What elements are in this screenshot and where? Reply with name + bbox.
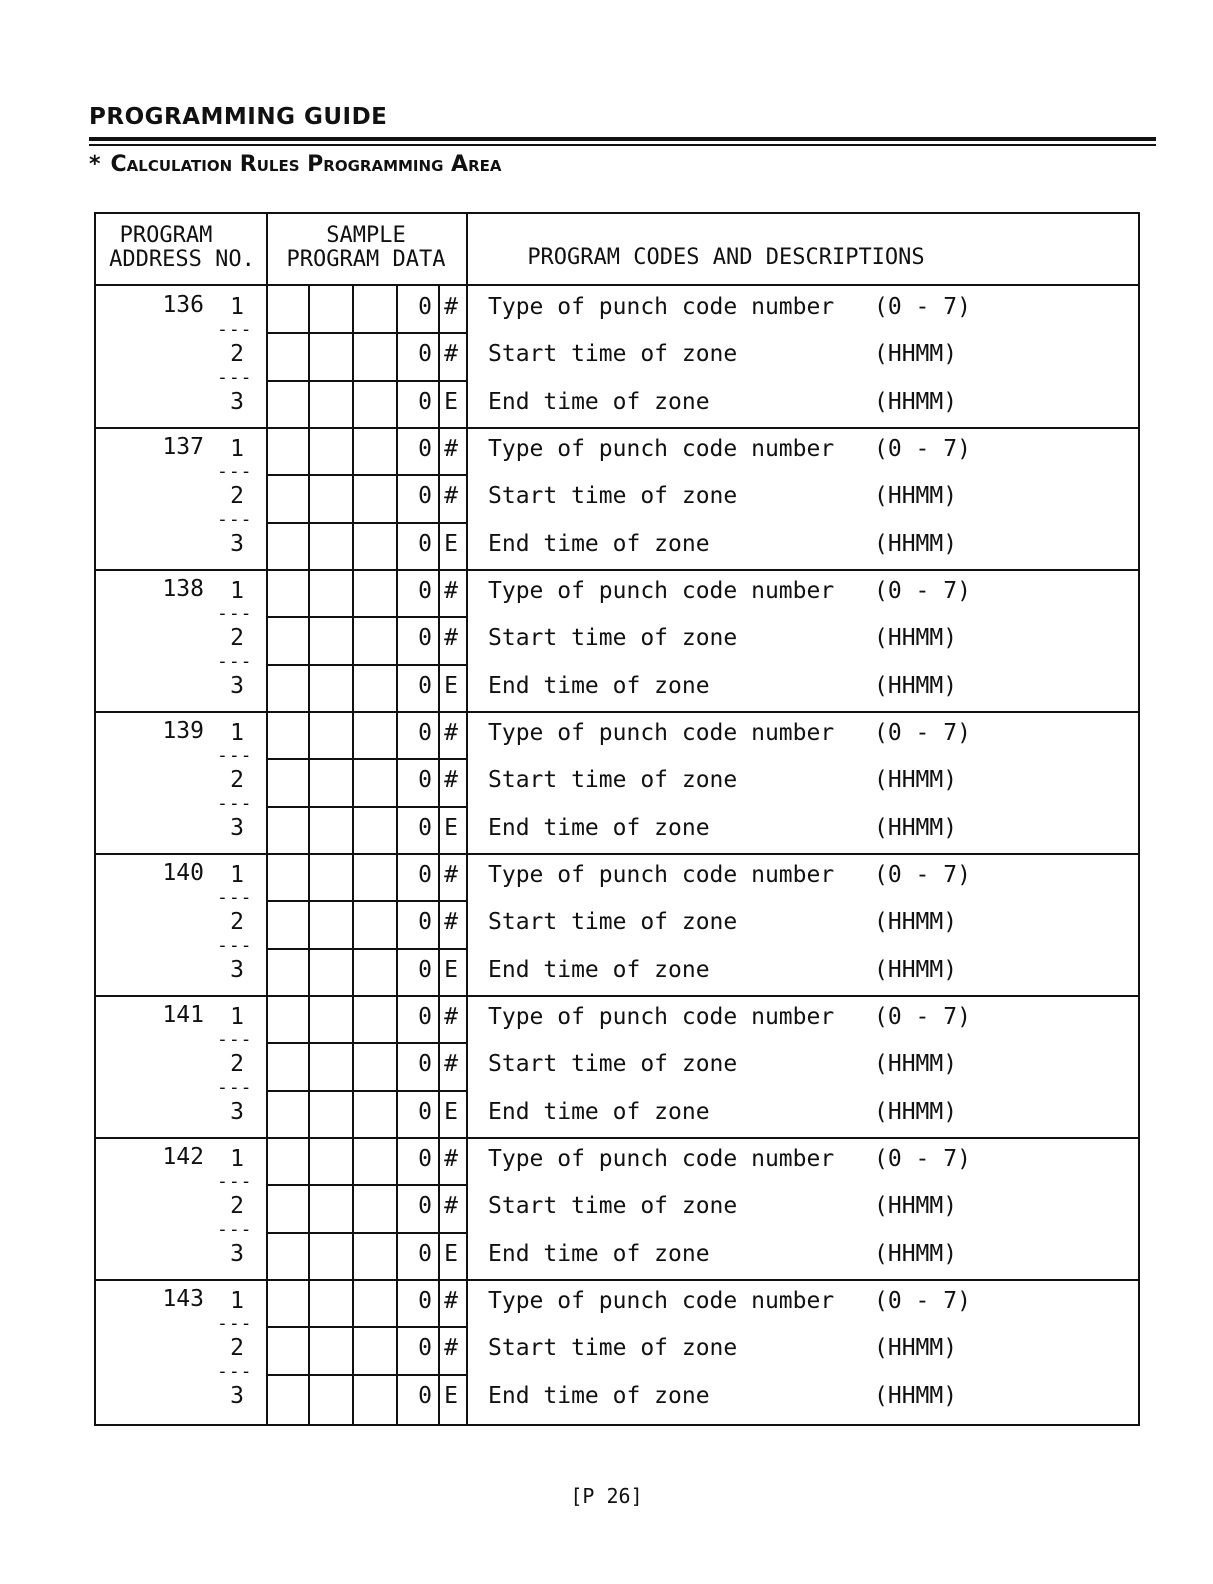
sample-terminator: E <box>444 1098 458 1125</box>
range: (0 - 7) <box>874 862 971 888</box>
sub-separator: --- <box>217 792 253 814</box>
sample-value: 0 <box>418 1051 432 1078</box>
section-title <box>89 152 501 177</box>
description: Type of punch code number <box>488 1288 835 1314</box>
sub-address: 2 <box>230 767 244 794</box>
sub-separator: --- <box>217 1029 253 1051</box>
section-marker: * <box>89 152 101 177</box>
sample-terminator: # <box>444 436 458 462</box>
sample-terminator: # <box>444 767 458 794</box>
range: (0 - 7) <box>874 1004 971 1030</box>
sub-address: 2 <box>230 625 244 652</box>
group-divider <box>96 427 1140 429</box>
sample-value: 0 <box>418 1146 432 1172</box>
sub-address: 2 <box>230 483 244 510</box>
sub-address: 1 <box>230 720 244 746</box>
sub-separator: --- <box>217 366 253 388</box>
description: Type of punch code number <box>488 294 835 320</box>
sub-address: 1 <box>230 1004 244 1030</box>
sub-separator: --- <box>217 1171 253 1193</box>
description: Type of punch code number <box>488 1004 835 1030</box>
address-number: 139 <box>162 718 204 744</box>
group-divider <box>96 569 1140 571</box>
sample-value: 0 <box>418 1335 432 1362</box>
address-number: 142 <box>162 1144 204 1170</box>
header-sample-line1: SAMPLE <box>326 223 406 248</box>
address-number: 140 <box>162 860 204 886</box>
description: Start time of zone <box>488 1335 738 1362</box>
description: Start time of zone <box>488 909 738 936</box>
sample-terminator: E <box>444 1382 458 1409</box>
page-number: [P 26] <box>570 1484 643 1508</box>
sample-value: 0 <box>418 1098 432 1125</box>
description: End time of zone <box>488 1240 710 1267</box>
range: (0 - 7) <box>874 436 971 462</box>
range: (HHMM) <box>874 530 958 557</box>
description: Start time of zone <box>488 483 738 510</box>
section-title-text: Calculation Rules Programming Area <box>110 152 502 177</box>
sub-separator: --- <box>217 1313 253 1335</box>
sample-value: 0 <box>418 1193 432 1220</box>
sample-value: 0 <box>418 388 432 415</box>
sub-address: 3 <box>230 1098 244 1125</box>
entry-row-divider <box>266 616 466 618</box>
sample-value: 0 <box>418 294 432 320</box>
entry-row-divider <box>266 900 466 902</box>
sample-terminator: E <box>444 1240 458 1267</box>
page-title: PROGRAMMING GUIDE <box>89 104 388 130</box>
description: End time of zone <box>488 1098 710 1125</box>
range: (HHMM) <box>874 625 958 652</box>
description: Type of punch code number <box>488 1146 835 1172</box>
range: (HHMM) <box>874 956 958 983</box>
header-sample-line2: PROGRAM DATA <box>286 247 446 272</box>
description: Start time of zone <box>488 1193 738 1220</box>
sample-terminator: E <box>444 814 458 841</box>
description: End time of zone <box>488 1382 710 1409</box>
range: (0 - 7) <box>874 294 971 320</box>
sub-address: 2 <box>230 909 244 936</box>
sub-address: 2 <box>230 1335 244 1362</box>
sub-address: 1 <box>230 1146 244 1172</box>
entry-row-divider <box>266 1042 466 1044</box>
sample-value: 0 <box>418 530 432 557</box>
sample-terminator: # <box>444 1004 458 1030</box>
range: (HHMM) <box>874 1335 958 1362</box>
sub-separator: --- <box>217 1076 253 1098</box>
description: Type of punch code number <box>488 436 835 462</box>
sub-separator: --- <box>217 1218 253 1240</box>
description: Start time of zone <box>488 341 738 368</box>
sample-terminator: # <box>444 862 458 888</box>
range: (0 - 7) <box>874 578 971 604</box>
sub-separator: --- <box>217 650 253 672</box>
entry-row-divider <box>266 1090 466 1092</box>
address-number: 138 <box>162 576 204 602</box>
sub-separator: --- <box>217 461 253 483</box>
sample-value: 0 <box>418 578 432 604</box>
entry-row-divider <box>266 1326 466 1328</box>
sample-value: 0 <box>418 956 432 983</box>
sample-value: 0 <box>418 1288 432 1314</box>
sample-terminator: # <box>444 909 458 936</box>
range: (HHMM) <box>874 341 958 368</box>
sample-terminator: # <box>444 720 458 746</box>
entry-row-divider <box>266 806 466 808</box>
sample-value: 0 <box>418 767 432 794</box>
sub-address: 3 <box>230 814 244 841</box>
description: End time of zone <box>488 388 710 415</box>
entry-row-divider <box>266 332 466 334</box>
sub-separator: --- <box>217 887 253 909</box>
sub-address: 3 <box>230 530 244 557</box>
sub-address: 3 <box>230 388 244 415</box>
sample-value: 0 <box>418 625 432 652</box>
entry-row-divider <box>266 758 466 760</box>
header-address-line1: PROGRAM <box>119 223 213 248</box>
address-number: 137 <box>162 434 204 460</box>
description: End time of zone <box>488 530 710 557</box>
group-divider <box>96 1279 1140 1281</box>
description: Type of punch code number <box>488 862 835 888</box>
group-divider <box>96 1137 1140 1139</box>
sub-separator: --- <box>217 934 253 956</box>
sample-value: 0 <box>418 1240 432 1267</box>
title-rule-thin <box>89 144 1156 146</box>
description: Start time of zone <box>488 767 738 794</box>
entry-row-divider <box>266 1184 466 1186</box>
range: (0 - 7) <box>874 1288 971 1314</box>
entry-box-divider <box>396 284 398 1424</box>
range: (HHMM) <box>874 1193 958 1220</box>
title-rule-thick <box>89 137 1156 141</box>
entry-box-divider <box>308 284 310 1424</box>
sample-value: 0 <box>418 720 432 746</box>
description: End time of zone <box>488 672 710 699</box>
sub-address: 2 <box>230 341 244 368</box>
sample-terminator: # <box>444 1335 458 1362</box>
sample-terminator: E <box>444 956 458 983</box>
sub-separator: --- <box>217 1360 253 1382</box>
range: (HHMM) <box>874 483 958 510</box>
header-divider <box>96 284 1140 286</box>
header-address-line2: ADDRESS NO. <box>109 247 255 272</box>
sample-terminator: # <box>444 625 458 652</box>
sample-value: 0 <box>418 341 432 368</box>
sub-address: 3 <box>230 1382 244 1409</box>
address-number: 141 <box>162 1002 204 1028</box>
sample-value: 0 <box>418 436 432 462</box>
sub-address: 2 <box>230 1193 244 1220</box>
column-divider <box>266 214 268 1424</box>
range: (0 - 7) <box>874 1146 971 1172</box>
sub-separator: --- <box>217 319 253 341</box>
sub-address: 1 <box>230 578 244 604</box>
calculation-rules-table <box>94 212 1140 1426</box>
sub-address: 1 <box>230 1288 244 1314</box>
range: (HHMM) <box>874 1240 958 1267</box>
sample-value: 0 <box>418 483 432 510</box>
column-divider <box>466 214 468 1424</box>
entry-row-divider <box>266 522 466 524</box>
range: (HHMM) <box>874 1382 958 1409</box>
sample-value: 0 <box>418 862 432 888</box>
range: (HHMM) <box>874 814 958 841</box>
range: (HHMM) <box>874 388 958 415</box>
entry-row-divider <box>266 1232 466 1234</box>
range: (HHMM) <box>874 672 958 699</box>
range: (HHMM) <box>874 1098 958 1125</box>
description: End time of zone <box>488 814 710 841</box>
sub-address: 2 <box>230 1051 244 1078</box>
range: (HHMM) <box>874 1051 958 1078</box>
sub-address: 3 <box>230 1240 244 1267</box>
sub-address: 3 <box>230 672 244 699</box>
sample-value: 0 <box>418 1382 432 1409</box>
sample-terminator: # <box>444 1288 458 1314</box>
sub-separator: --- <box>217 745 253 767</box>
sub-address: 1 <box>230 436 244 462</box>
entry-row-divider <box>266 380 466 382</box>
sub-address: 1 <box>230 294 244 320</box>
address-number: 143 <box>162 1286 204 1312</box>
sample-terminator: # <box>444 1051 458 1078</box>
group-divider <box>96 853 1140 855</box>
group-divider <box>96 995 1140 997</box>
sub-separator: --- <box>217 508 253 530</box>
sample-terminator: # <box>444 483 458 510</box>
sample-terminator: E <box>444 530 458 557</box>
sample-terminator: E <box>444 388 458 415</box>
sub-separator: --- <box>217 603 253 625</box>
description: Start time of zone <box>488 1051 738 1078</box>
group-divider <box>96 711 1140 713</box>
sample-value: 0 <box>418 909 432 936</box>
terminator-divider <box>438 284 440 1424</box>
sub-address: 1 <box>230 862 244 888</box>
sample-terminator: # <box>444 341 458 368</box>
header-codes: PROGRAM CODES AND DESCRIPTIONS <box>527 245 925 270</box>
sample-value: 0 <box>418 814 432 841</box>
sample-terminator: # <box>444 1193 458 1220</box>
sample-terminator: E <box>444 672 458 699</box>
range: (HHMM) <box>874 909 958 936</box>
description: Type of punch code number <box>488 720 835 746</box>
description: Type of punch code number <box>488 578 835 604</box>
sub-address: 3 <box>230 956 244 983</box>
sample-value: 0 <box>418 672 432 699</box>
address-number: 136 <box>162 292 204 318</box>
entry-row-divider <box>266 1374 466 1376</box>
description: End time of zone <box>488 956 710 983</box>
sample-terminator: # <box>444 294 458 320</box>
sample-terminator: # <box>444 1146 458 1172</box>
entry-row-divider <box>266 474 466 476</box>
sample-value: 0 <box>418 1004 432 1030</box>
entry-box-divider <box>352 284 354 1424</box>
entry-row-divider <box>266 948 466 950</box>
sample-terminator: # <box>444 578 458 604</box>
range: (0 - 7) <box>874 720 971 746</box>
range: (HHMM) <box>874 767 958 794</box>
entry-row-divider <box>266 664 466 666</box>
description: Start time of zone <box>488 625 738 652</box>
